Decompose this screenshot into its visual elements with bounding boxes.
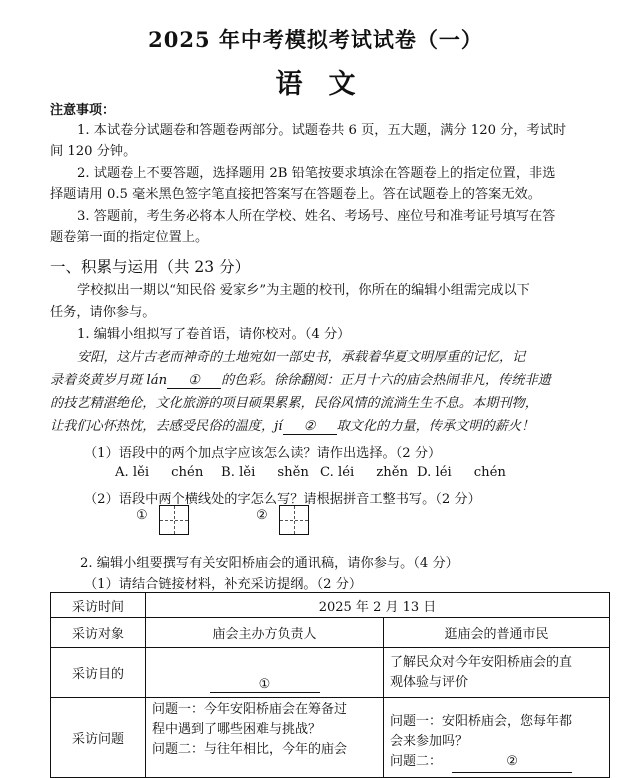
subject-title: 语文 (275, 69, 382, 100)
cell-line (390, 752, 603, 773)
question-2: 2. 编辑小组要撰写有关安阳桥庙会的通讯稿，请你参与。（4 分） (80, 556, 459, 571)
table-cell: 逛庙会的普通市民 (384, 618, 610, 648)
passage-text: 的色彩。徐徐翻阅：正月十六的庙会热闹非凡，传统非遗 (221, 373, 551, 388)
notes-heading: 注意事项： (50, 103, 116, 118)
choice-b[interactable] (221, 465, 309, 480)
note-item-2: 2. 试题卷上不要答题，选择题用 2B 铅笔按要求填涂在答题卷上的指定位置，非选 (77, 166, 556, 181)
choice-second: chén (171, 465, 204, 480)
cell-line: 观体验与评价 (390, 674, 469, 690)
question-1: 1. 编辑小组拟写了卷首语，请你校对。（4 分） (77, 327, 351, 342)
passage-text: 录着炎黄岁月斑 lán (50, 373, 168, 388)
cell-line: 了解民众对今年安阳桥庙会的直 (390, 654, 573, 670)
answer-blank-1[interactable]: ① (210, 677, 320, 693)
choice-c[interactable] (320, 465, 408, 480)
choice-d[interactable] (417, 465, 506, 480)
question-2-sub-1: （1）请结合链接材料，补充采访提纲。（2 分） (84, 577, 363, 592)
choice-second: chén (473, 465, 506, 480)
table-row (51, 648, 610, 698)
passage-text: 让我们心怀热忱，去感受民俗的温度，jí (50, 419, 283, 434)
passage-line-1: 安阳，这片古老而神奇的土地宛如一部史书，承载着华夏文明厚重的记忆，记 (77, 350, 526, 365)
choice-second: zhěn (376, 465, 408, 480)
cell-line: 程中遇到了哪些困难与挑战？ (152, 722, 322, 737)
table-row (51, 698, 610, 778)
table-cell (146, 698, 384, 778)
writing-box-2[interactable] (279, 505, 309, 535)
cell-line: 会来参加吗？ (390, 734, 469, 749)
exam-title: 2025 年中考模拟考试试卷（一） (148, 27, 483, 52)
table-cell (384, 648, 610, 698)
note-item-1: 1. 本试卷分试题卷和答题卷两部分。试题卷共 6 页，五大题，满分 120 分，考试时 (77, 123, 567, 138)
table-row (51, 593, 610, 618)
choice-label: A. lěi (115, 465, 150, 480)
table-cell[interactable] (146, 648, 384, 698)
passage-line-2 (50, 369, 551, 389)
row-header: 采访目的 (51, 648, 146, 698)
table-cell (384, 698, 610, 778)
passage-line-3: 的技艺精湛绝伦，文化旅游的项目硕果累累，民俗风情的流淌生生不息。本期刊物， (50, 396, 538, 411)
interview-table (50, 592, 610, 778)
section-intro-cont: 任务，请你参与。 (50, 305, 156, 320)
choice-label: C. léi (320, 465, 355, 480)
blank-2: ② (283, 419, 337, 435)
table-cell: 2025 年 2 月 13 日 (146, 593, 610, 618)
choice-second: shěn (277, 465, 309, 480)
row-header: 采访时间 (51, 593, 146, 618)
note-item-2-cont: 择题请用 0.5 毫米黑色签字笔直接把答案写在答题卷上。答在试题卷上的答案无效。 (50, 187, 541, 202)
choice-label: B. lěi (221, 465, 256, 480)
passage-line-4 (50, 415, 534, 435)
note-item-3: 3. 答题前，考生务必将本人所在学校、姓名、考场号、座位号和准考证号填写在答 (77, 209, 556, 224)
section-intro: 学校拟出一期以“知民俗 爱家乡”为主题的校刊，你所在的编辑小组需完成以下 (77, 283, 530, 298)
section-heading: 一、积累与运用（共 23 分） (50, 258, 251, 276)
note-item-3-cont: 题卷第一面的指定位置上。 (50, 230, 209, 245)
sub-question-1: （1）语段中的两个加点字应该怎么读？请作出选择。（2 分） (84, 446, 442, 461)
row-header: 采访对象 (51, 618, 146, 648)
cell-line: 问题二：与往年相比，今年的庙会 (152, 742, 348, 757)
writing-box-1[interactable] (159, 505, 189, 535)
cell-line: 问题一：安阳桥庙会，您每年都 (390, 714, 573, 729)
box-1-label: ① (136, 508, 148, 523)
cell-text: 问题二： (390, 754, 443, 769)
passage-text: 取文化的力量，传承文明的薪火！ (336, 419, 535, 434)
row-header: 采访问题 (51, 698, 146, 778)
cell-line: 问题一：今年安阳桥庙会在筹备过 (152, 702, 348, 717)
box-2-label: ② (256, 508, 268, 523)
answer-blank-2[interactable]: ② (452, 752, 572, 773)
choice-label: D. léi (417, 465, 452, 480)
blank-1: ① (167, 373, 221, 389)
note-item-1-cont: 间 120 分钟。 (50, 144, 137, 159)
sub-question-2: （2）语段中两个横线处的字怎么写？请根据拼音工整书写。（2 分） (84, 492, 481, 507)
table-row (51, 618, 610, 648)
choice-a[interactable] (115, 465, 203, 480)
table-cell: 庙会主办方负责人 (146, 618, 384, 648)
